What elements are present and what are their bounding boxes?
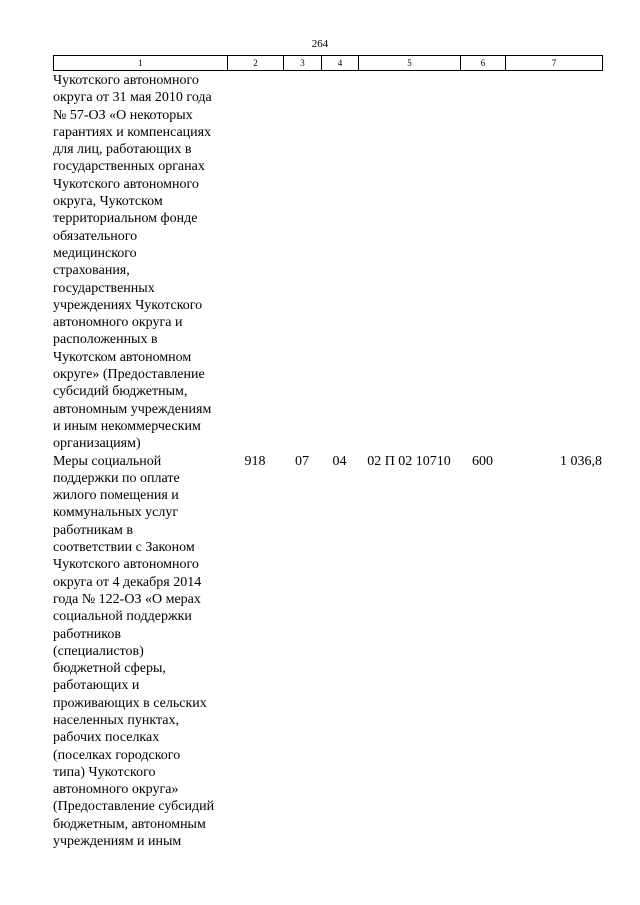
description-line: округа от 31 мая 2010 года [53, 90, 212, 106]
description-line: государственных органах [53, 159, 205, 175]
description-line: коммунальных услуг [53, 505, 179, 521]
description-line: Чукотском автономном [53, 349, 192, 365]
description-line: и иным некоммерческим [53, 418, 201, 434]
column-header-6: 6 [461, 56, 506, 71]
description-line: округа, Чукотском [53, 194, 163, 210]
description-line: гарантиях и компенсациях [53, 124, 212, 140]
description-line: Чукотского автономного [53, 73, 199, 88]
description-line: (специалистов) [53, 643, 144, 659]
description-line: (поселках городского [53, 747, 181, 763]
description-line: медицинского [53, 245, 137, 261]
description-line: для лиц, работающих в [53, 142, 192, 158]
description-line: организациям) [53, 436, 141, 452]
description-line: автономного округа и [53, 315, 183, 331]
description-line: населенных пунктах, [53, 712, 179, 728]
description-line: работников [53, 626, 121, 642]
row-section-code: 07 [295, 453, 309, 469]
row-amount [505, 72, 602, 453]
description-line: территориальном фонде [53, 211, 198, 227]
description-line: рабочих поселках [53, 730, 160, 746]
description-line: бюджетным, автономным [53, 816, 206, 832]
description-line: расположенных в [53, 332, 158, 348]
table-body [53, 72, 602, 850]
page-number: 264 [311, 38, 329, 50]
row-subsection-code: 04 [332, 453, 347, 469]
column-number-header [53, 55, 603, 71]
description-line: работникам в [53, 522, 134, 538]
description-line: страхования, [53, 263, 130, 279]
description-line: автономным учреждениям [53, 401, 212, 417]
row-description [53, 72, 227, 453]
description-line: субсидий бюджетным, [53, 384, 188, 400]
column-header-3: 3 [284, 56, 322, 71]
description-line: округе» (Предоставление [53, 367, 205, 383]
row-ministry-code [227, 72, 283, 453]
column-header-5: 5 [359, 56, 461, 71]
row-expense-type: 600 [472, 453, 493, 469]
description-line: года № 122-ОЗ «О мерах [53, 591, 201, 607]
description-line: работающих и [53, 678, 140, 694]
row-target-article [358, 72, 460, 453]
description-line: Чукотского автономного [53, 557, 199, 573]
description-line: Чукотского автономного [53, 176, 199, 192]
description-line: проживающих в сельских [53, 695, 207, 711]
description-line: (Предоставление субсидий [53, 799, 215, 815]
description-line: Меры социальной [53, 453, 162, 469]
description-line: государственных [53, 280, 155, 296]
row-expense-type [460, 72, 505, 453]
row-amount: 1 036,8 [560, 453, 602, 469]
row-subsection-code [321, 72, 358, 453]
description-line: социальной поддержки [53, 609, 192, 625]
column-header-1: 1 [54, 56, 228, 71]
description-line: соответствии с Законом [53, 540, 195, 556]
description-line: поддержки по оплате [53, 470, 180, 486]
column-header-7: 7 [506, 56, 603, 71]
row-section-code [283, 72, 321, 453]
description-line: округа от 4 декабря 2014 [53, 574, 202, 590]
row-description [53, 453, 227, 851]
description-line: учреждениям и иным [53, 834, 182, 850]
row-target-article: 02 П 02 10710 [367, 453, 451, 469]
description-line: типа) Чукотского [53, 764, 156, 780]
description-line: № 57-ОЗ «О некоторых [53, 107, 193, 123]
column-header-4: 4 [322, 56, 359, 71]
description-line: учреждениях Чукотского [53, 297, 203, 313]
table-row [53, 72, 602, 453]
description-line: жилого помещения и [53, 488, 179, 504]
description-line: бюджетной сферы, [53, 661, 166, 677]
description-line: обязательного [53, 228, 138, 244]
column-header-2: 2 [228, 56, 284, 71]
row-ministry-code: 918 [244, 453, 266, 469]
table-row [53, 453, 602, 851]
description-line: автономного округа» [53, 782, 179, 798]
